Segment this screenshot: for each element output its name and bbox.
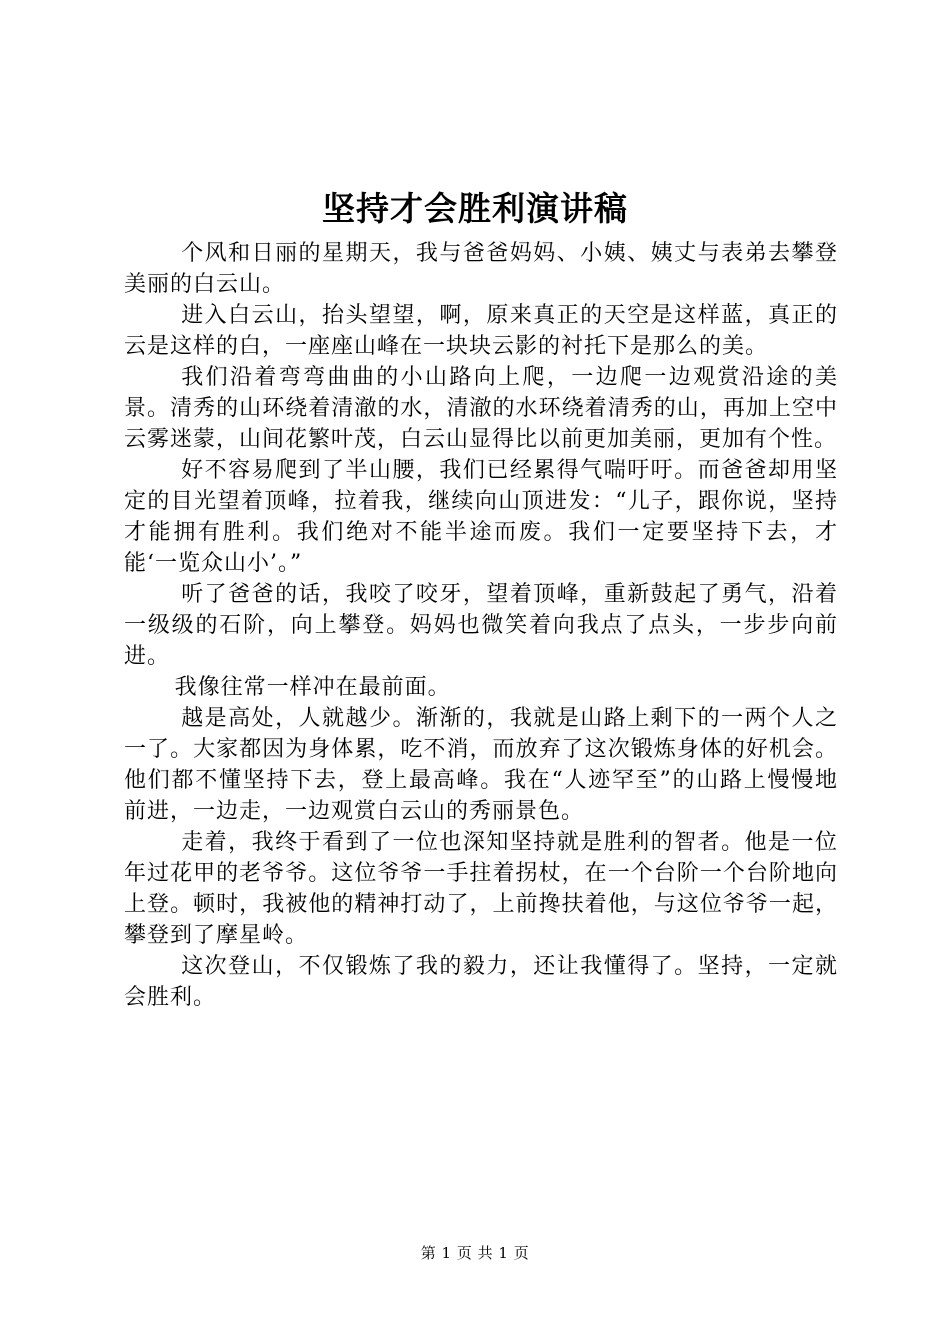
paragraph-9: 这次登山，不仅锻炼了我的毅力，还让我懂得了。坚持，一定就会胜利。 bbox=[124, 954, 838, 1010]
document-title: 坚持才会胜利演讲稿 bbox=[322, 189, 628, 228]
page-number-footer: 第 1 页 共 1 页 bbox=[420, 1244, 530, 1262]
document-body bbox=[124, 238, 838, 1013]
paragraph-4: 好不容易爬到了半山腰，我们已经累得气喘吁吁。而爸爸却用坚定的目光望着顶峰，拉着我，继续向山顶进发：“儿子，跟你说，坚持才能拥有胜利。我们绝对不能半途而废。我们一定要坚持下去，才能‘一览众山小’。” bbox=[124, 458, 838, 576]
paragraph-1: 个风和日丽的星期天，我与爸爸妈妈、小姨、姨丈与表弟去攀登美丽的白云山。 bbox=[124, 241, 838, 297]
paragraph-5: 听了爸爸的话，我咬了咬牙，望着顶峰，重新鼓起了勇气，沿着一级级的石阶，向上攀登。妈妈也微笑着向我点了点头，一步步向前进。 bbox=[124, 582, 838, 669]
paragraph-2: 进入白云山，抬头望望，啊，原来真正的天空是这样蓝，真正的云是这样的白，一座座山峰在一块块云影的衬托下是那么的美。 bbox=[124, 303, 838, 359]
paragraph-6: 我像往常一样冲在最前面。 bbox=[174, 675, 451, 700]
paragraph-3: 我们沿着弯弯曲曲的小山路向上爬，一边爬一边观赏沿途的美景。清秀的山环绕着清澈的水，清澈的水环绕着清秀的山，再加上空中云雾迷蒙，山间花繁叶茂，白云山显得比以前更加美丽，更加有个性。 bbox=[124, 365, 838, 452]
paragraph-7: 越是高处，人就越少。渐渐的，我就是山路上剩下的一两个人之一了。大家都因为身体累，吃不消，而放弃了这次锻炼身体的好机会。他们都不懂坚持下去，登上最高峰。我在“人迹罕至”的山路上慢慢地前进，一边走，一边观赏白云山的秀丽景色。 bbox=[124, 706, 838, 824]
paragraph-8: 走着，我终于看到了一位也深知坚持就是胜利的智者。他是一位年过花甲的老爷爷。这位爷爷一手拄着拐杖，在一个台阶一个台阶地向上登。顿时，我被他的精神打动了，上前搀扶着他，与这位爷爷一起，攀登到了摩星岭。 bbox=[124, 830, 838, 948]
